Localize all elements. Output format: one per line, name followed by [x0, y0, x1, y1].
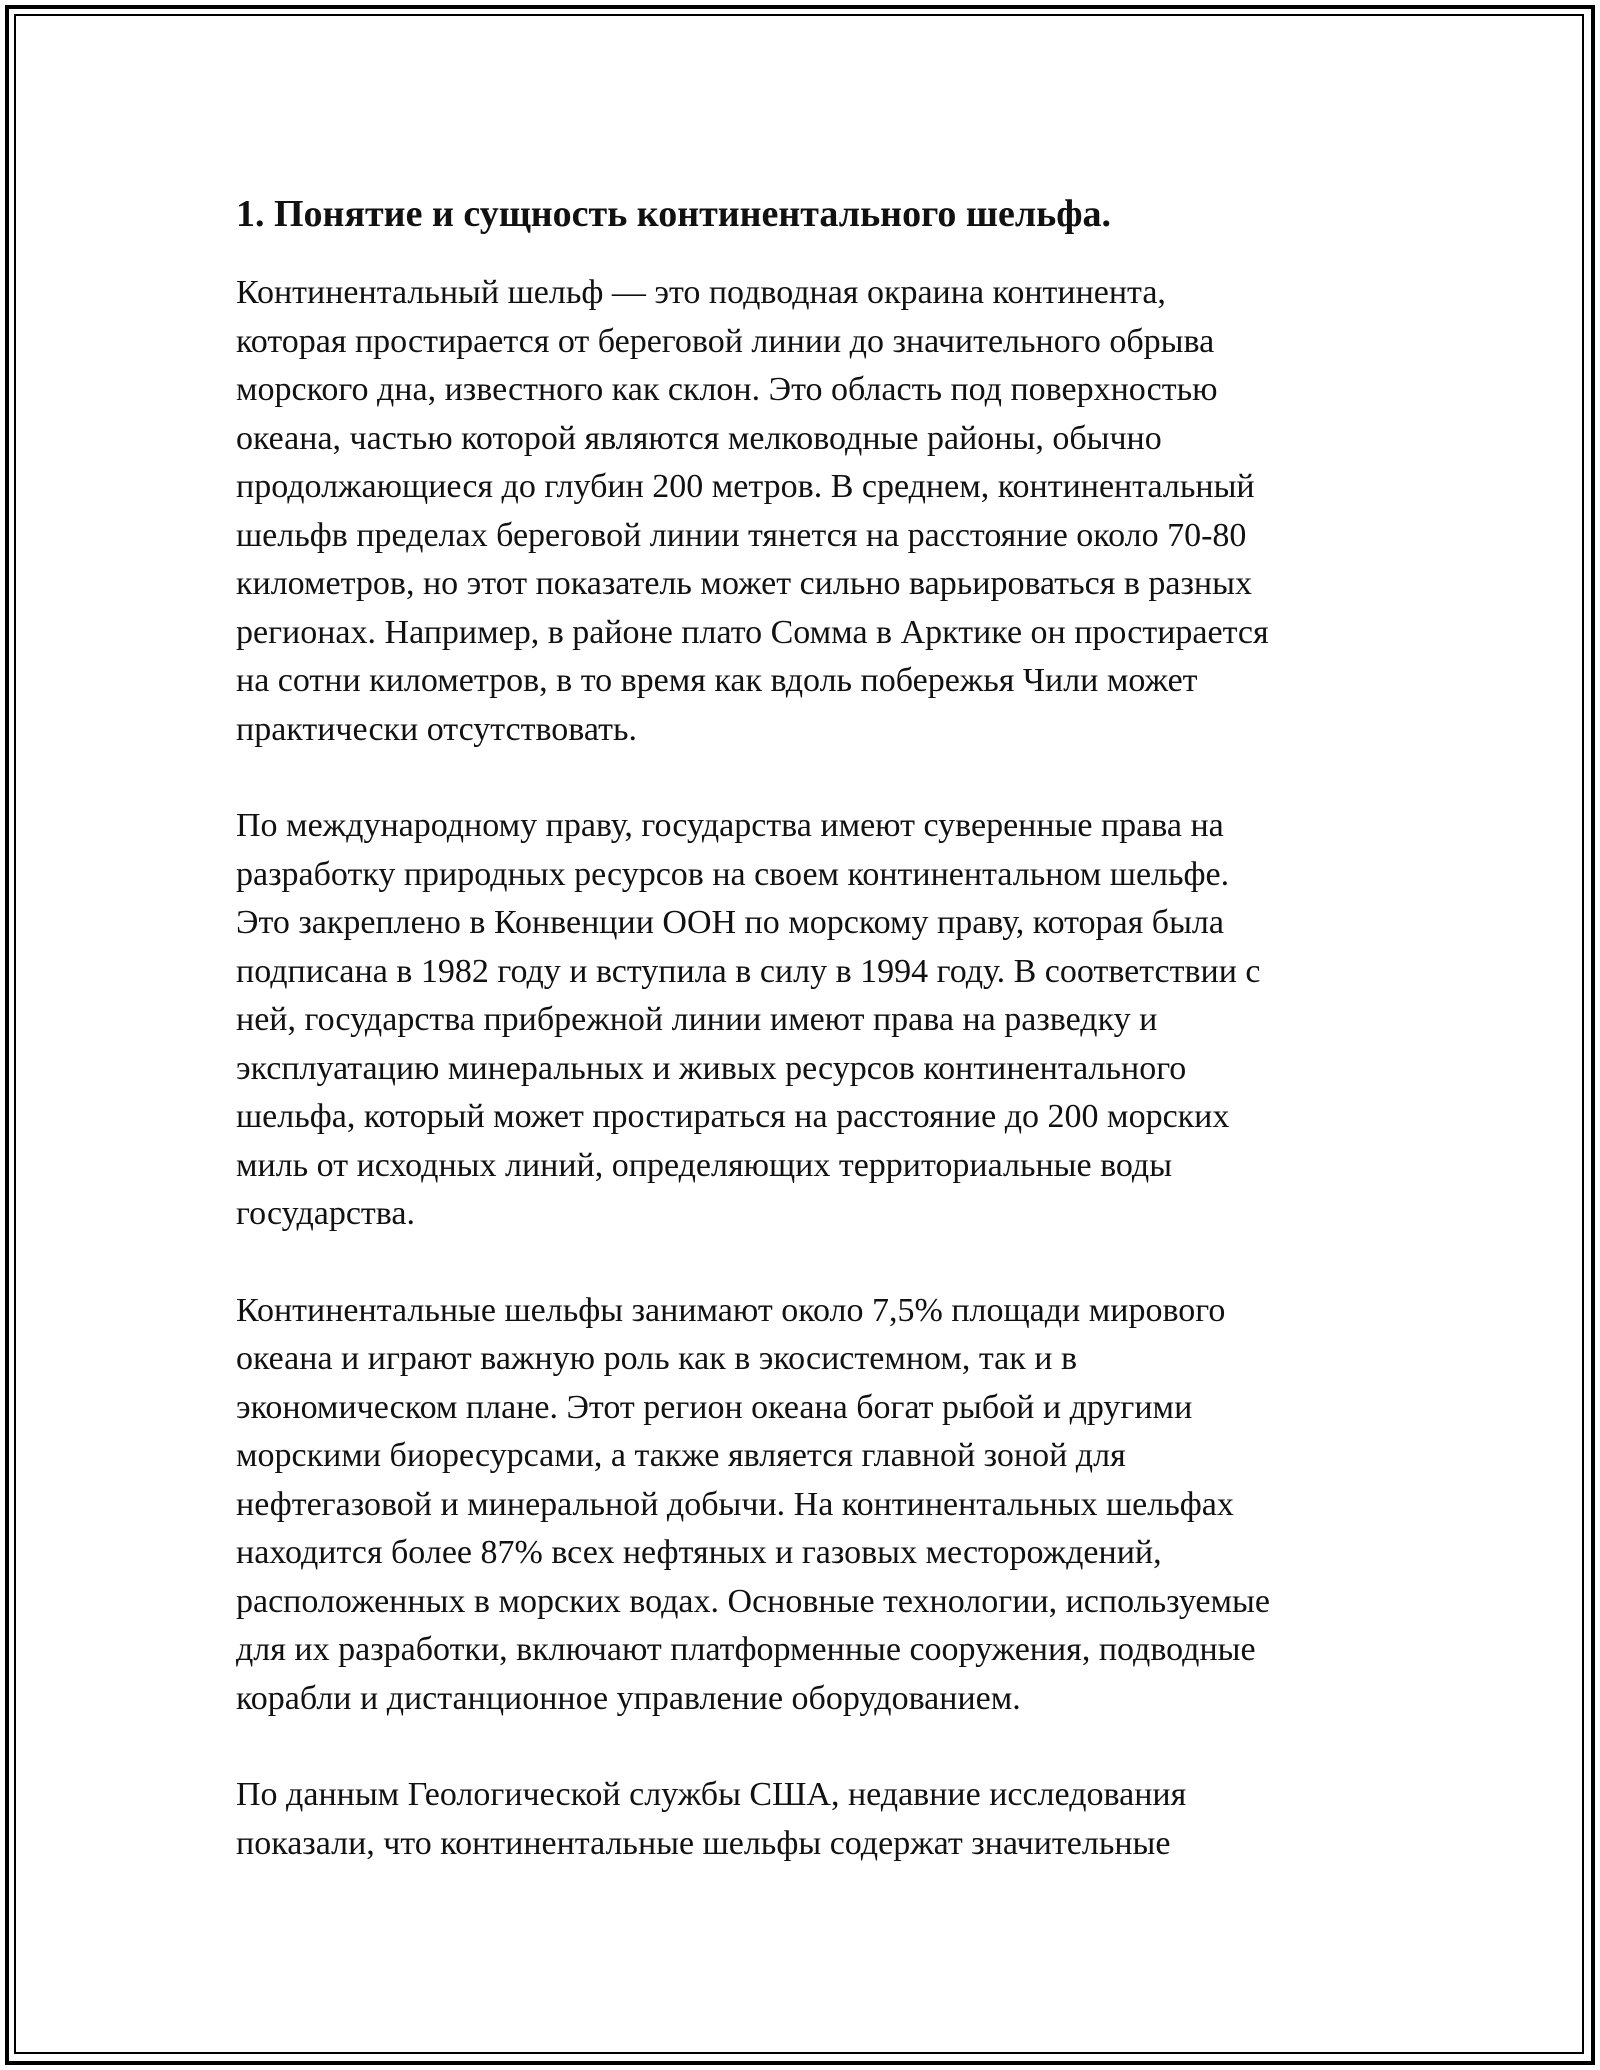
section-heading: 1. Понятие и сущность континентального шельфа. — [236, 193, 1112, 235]
text-line: экономическом плане. Этот регион океана богат рыбой и другими — [236, 1388, 1193, 1426]
text-line: подписана в 1982 году и вступила в силу в 1994 году. В соответствии с — [236, 952, 1261, 990]
paragraph-2 — [236, 802, 1366, 1239]
text-line: морского дна, известного как склон. Это область под поверхностью — [236, 371, 1218, 408]
text-line: корабли и дистанционное управление оборудованием. — [236, 1679, 1021, 1717]
text-line: миль от исходных линий, определяющих территориальные воды — [236, 1146, 1173, 1184]
text-line: морскими биоресурсами, а также является главной зоной для — [236, 1437, 1126, 1474]
text-line: океана и играют важную роль как в экосистемном, так и в — [236, 1340, 1078, 1377]
text-line: ней, государства прибрежной линии имеют права на разведку и — [236, 1001, 1158, 1038]
text-line: Континентальный шельф — это подводная окраина континента, — [236, 274, 1166, 311]
text-line: Это закреплено в Конвенции ООН по морскому праву, которая была — [236, 904, 1224, 941]
document-body — [236, 185, 1366, 1916]
text-line: шельфв пределах береговой линии тянется на расстояние около 70-80 — [236, 516, 1247, 554]
text-line: шельфа, который может простираться на расстояние до 200 морских — [236, 1098, 1230, 1135]
paragraph-4 — [236, 1771, 1366, 1868]
text-line: По данным Геологической службы США, недавние исследования — [236, 1776, 1187, 1813]
text-line: регионах. Например, в районе плато Сомма в Арктике он простирается — [236, 613, 1269, 651]
text-line: продолжающиеся до глубин 200 метров. В среднем, континентальный — [236, 468, 1255, 505]
text-line: на сотни километров, в то время как вдоль побережья Чили может — [236, 662, 1198, 699]
text-line: для их разработки, включают платформенные сооружения, подводные — [236, 1631, 1256, 1668]
text-line: Континентальные шельфы занимают около 7,5% площади мирового — [236, 1291, 1226, 1329]
text-line: расположенных в морских водах. Основные технологии, используемые — [236, 1582, 1270, 1620]
text-line: практически отсутствовать. — [236, 710, 637, 748]
text-line: километров, но этот показатель может сильно варьироваться в разных — [236, 565, 1252, 602]
text-line: нефтегазовой и минеральной добычи. На континентальных шельфах — [236, 1485, 1234, 1523]
paragraph-3 — [236, 1287, 1366, 1724]
text-line: разработку природных ресурсов на своем континентальном шельфе. — [236, 855, 1230, 893]
text-line: показали, что континентальные шельфы содержат значительные — [236, 1824, 1171, 1862]
text-line: эксплуатацию минеральных и живых ресурсов континентального — [236, 1049, 1187, 1087]
paragraph-1 — [236, 269, 1366, 754]
text-line: находится более 87% всех нефтяных и газовых месторождений, — [236, 1534, 1162, 1571]
text-line: океана, частью которой являются мелководные районы, обычно — [236, 419, 1162, 457]
text-line: По международному праву, государства имеют суверенные права на — [236, 807, 1224, 844]
text-line: государства. — [236, 1195, 415, 1232]
text-line: которая простирается от береговой линии до значительного обрыва — [236, 322, 1215, 360]
